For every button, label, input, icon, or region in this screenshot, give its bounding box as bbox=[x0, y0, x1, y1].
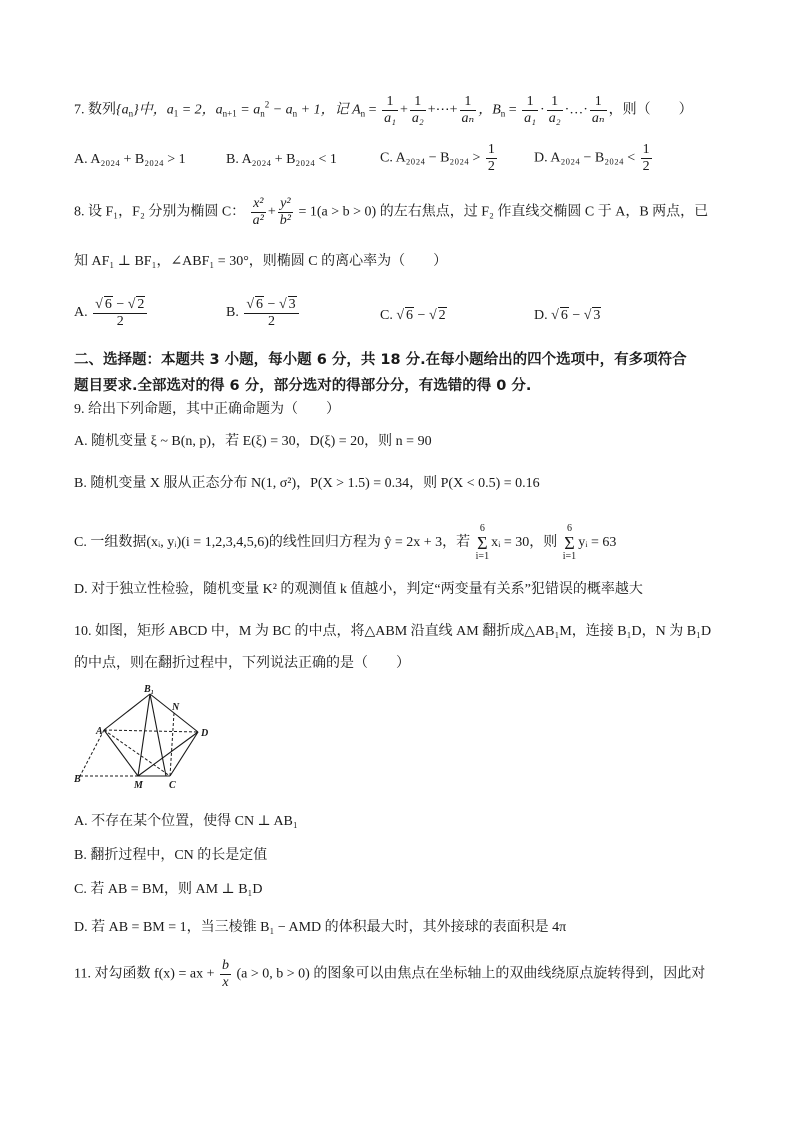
q9-c-text: C. 一组数据(xᵢ, yᵢ)(i = 1,2,3,4,5,6)的线性回归方程为 ŷ = 2x + 3，若 bbox=[74, 535, 471, 551]
frac-b-x bbox=[220, 958, 231, 991]
q7-stem bbox=[74, 94, 724, 127]
frac-den: aₙ bbox=[591, 111, 605, 126]
label-m: M bbox=[134, 780, 143, 791]
label-b: B bbox=[74, 774, 81, 785]
q9-option-b: B. 随机变量 X 服从正态分布 N(1, σ²)，P(X > 1.5) = 0.34，则 P(X < 0.5) = 0.16 bbox=[74, 476, 540, 491]
frac-y2-b2 bbox=[278, 196, 293, 229]
q8-option-d: D. √ 6 − √ 3 bbox=[534, 308, 601, 323]
option-label: D. bbox=[534, 308, 548, 323]
frac-half bbox=[641, 142, 652, 175]
q7-math: = bbox=[505, 102, 521, 118]
sqrt-6: 6 bbox=[406, 308, 414, 323]
frac-den: 2 bbox=[487, 159, 495, 174]
dot-dots: ·…· bbox=[564, 102, 588, 118]
frac-num: 1 bbox=[522, 94, 538, 111]
edge-a-d-dashed bbox=[104, 730, 198, 732]
frac-den: a² bbox=[252, 213, 264, 228]
sigma-sum bbox=[476, 524, 489, 562]
sigma-sum bbox=[563, 524, 576, 562]
sigma-bottom: i=1 bbox=[562, 551, 577, 562]
q7-math: }中，a bbox=[133, 102, 174, 118]
sigma-top: 6 bbox=[566, 523, 572, 534]
geometry-figure bbox=[74, 684, 214, 794]
q7-math: = 2，a bbox=[178, 102, 223, 118]
minus: − bbox=[414, 308, 429, 323]
q7-option-d bbox=[534, 142, 654, 175]
frac-num: 1 bbox=[410, 94, 426, 111]
q7-math: + 1，记 A bbox=[297, 102, 361, 118]
frac-1-a2 bbox=[410, 94, 426, 127]
frac-num: x² bbox=[251, 196, 266, 213]
q8-option-c: C. √ 6 − √ 2 bbox=[380, 308, 446, 323]
q7-sub: 1 bbox=[173, 108, 179, 119]
dot-sign: · bbox=[540, 102, 545, 118]
q7-math: = bbox=[365, 102, 381, 118]
q7-option-a: A. A₂₀₂₄ + B₂₀₂₄ > 1 bbox=[74, 152, 186, 167]
q8-line1 bbox=[74, 196, 724, 229]
frac-den: 2 bbox=[116, 314, 124, 329]
label-b1: B₁ bbox=[144, 684, 155, 695]
frac-num: 1 bbox=[382, 94, 398, 111]
edge-n-c-dashed bbox=[170, 713, 174, 776]
frac-num: 1 bbox=[487, 142, 495, 157]
frac-1-a1 bbox=[382, 94, 398, 127]
option-label: B. bbox=[226, 305, 239, 321]
q7-option-c bbox=[380, 142, 499, 175]
q9-option-c bbox=[74, 524, 724, 562]
q8-line2: 知 AF₁ ⊥ BF₁，∠ABF₁ = 30°，则椭圆 C 的离心率为（ ） bbox=[74, 254, 448, 269]
q9-stem: 9. 给出下列命题，其中正确命题为（ ） bbox=[74, 402, 340, 417]
q8-option-a bbox=[74, 296, 149, 330]
q7-option-d-text: D. A₂₀₂₄ − B₂₀₂₄ < bbox=[534, 150, 636, 166]
edge-d-c bbox=[170, 732, 198, 776]
q7-option-b: B. A₂₀₂₄ + B₂₀₂₄ < 1 bbox=[226, 152, 337, 167]
frac-half bbox=[486, 142, 497, 175]
q10-option-a: A. 不存在某个位置，使得 CN ⊥ AB₁ bbox=[74, 814, 298, 829]
q11-text: (a > 0, b > 0) 的图象可以由焦点在坐标轴上的双曲线绕原点旋转得到，因此对 bbox=[236, 966, 706, 982]
frac-1-a1 bbox=[522, 94, 538, 127]
edge-b1-m bbox=[150, 694, 166, 776]
q7-sub: n bbox=[128, 108, 134, 119]
frac-den: a₂ bbox=[411, 111, 424, 126]
frac-num: 1 bbox=[547, 94, 563, 111]
edge-m-d bbox=[138, 732, 198, 776]
sqrt-2: 2 bbox=[438, 308, 446, 323]
q7-sub: n bbox=[260, 108, 265, 119]
label-a: A bbox=[96, 726, 103, 737]
frac-den: b² bbox=[279, 213, 291, 228]
q7-math: {a bbox=[116, 102, 129, 118]
q10-option-c: C. 若 AB = BM，则 AM ⊥ B₁D bbox=[74, 882, 263, 897]
option-label: A. bbox=[74, 305, 88, 321]
frac-1-a2 bbox=[547, 94, 563, 127]
frac-num: 1 bbox=[590, 94, 607, 111]
sqrt-2: 2 bbox=[137, 297, 145, 312]
label-c: C bbox=[169, 780, 176, 791]
edge-b1-a bbox=[104, 694, 150, 730]
frac-sqrt6-sqrt2: $\frac{√ 6 - √ 2}{2}$ bbox=[93, 296, 147, 330]
sigma-sign: Σ bbox=[477, 533, 488, 553]
frac-1-an bbox=[460, 94, 477, 127]
frac-num: b bbox=[221, 958, 229, 973]
q10-line1: 10. 如图，矩形 ABCD 中，M 为 BC 的中点，将△ABM 沿直线 AM 翻折成△AB₁M，连接 B₁D，N 为 B₁D bbox=[74, 624, 712, 639]
q7-text: 7. 数列 bbox=[74, 102, 116, 118]
q9-option-d: D. 对于独立性检验，随机变量 K² 的观测值 k 值越小，判定“两变量有关系”犯错误的概率越大 bbox=[74, 582, 643, 597]
sqrt-6: 6 bbox=[104, 297, 112, 312]
frac-den: a₁ bbox=[384, 111, 396, 126]
plus-sign: + bbox=[267, 204, 276, 220]
frac-sqrt6-sqrt3: $\frac{√ 6 - √ 3}{2}$ bbox=[244, 296, 298, 330]
frac-num: y² bbox=[278, 196, 293, 213]
q7-tail: ，则（ ） bbox=[608, 102, 693, 118]
label-n: N bbox=[172, 702, 180, 713]
section2-line2: 题目要求.全部选对的得 6 分，部分选对的得部分分，有选错的得 0 分. bbox=[74, 378, 532, 394]
q7-sub: n bbox=[500, 108, 506, 119]
option-label: C. bbox=[380, 308, 393, 323]
minus: − bbox=[568, 308, 584, 323]
q7-sup: 2 bbox=[264, 99, 270, 110]
edge-b1-m-front bbox=[138, 694, 150, 776]
minus: − bbox=[264, 297, 279, 312]
q7-math: = a bbox=[236, 102, 261, 118]
sigma-sign: Σ bbox=[564, 533, 575, 553]
q8-option-b bbox=[226, 296, 301, 330]
frac-x2-a2 bbox=[251, 196, 266, 229]
frac-den: aₙ bbox=[461, 111, 475, 126]
sqrt-6: 6 bbox=[560, 308, 568, 323]
edge-a-m bbox=[104, 730, 138, 776]
frac-den: 2 bbox=[642, 159, 650, 174]
sigma-top: 6 bbox=[479, 523, 485, 534]
q8-text: = 1(a > b > 0) 的左右焦点，过 F₂ 作直线交椭圆 C 于 A，B 两点，已 bbox=[298, 204, 709, 220]
q7-math: ，B bbox=[478, 102, 501, 118]
sqrt-3: 3 bbox=[288, 297, 296, 312]
q9-c-text: xᵢ = 30，则 bbox=[491, 535, 558, 551]
minus: − bbox=[112, 297, 128, 312]
sqrt-3: 3 bbox=[593, 308, 601, 323]
q7-sub: n bbox=[360, 108, 366, 119]
frac-den: a₁ bbox=[524, 111, 537, 126]
frac-den: 2 bbox=[267, 314, 275, 329]
label-d: D bbox=[201, 728, 209, 739]
sigma-bottom: i=1 bbox=[475, 551, 490, 562]
q11-text: 11. 对勾函数 f(x) = ax + bbox=[74, 966, 215, 982]
q10-line2: 的中点，则在翻折过程中，下列说法正确的是（ ） bbox=[74, 656, 410, 671]
q7-option-c-text: C. A₂₀₂₄ − B₂₀₂₄ > bbox=[380, 150, 481, 166]
q10-option-b: B. 翻折过程中，CN 的长是定值 bbox=[74, 848, 268, 863]
frac-num: 1 bbox=[460, 94, 477, 111]
edge-a-c-dashed bbox=[104, 730, 170, 776]
q10-option-d: D. 若 AB = BM = 1，当三棱锥 B₁ − AMD 的体积最大时，其外接球的表面积是 4π bbox=[74, 920, 567, 935]
frac-num: 1 bbox=[642, 142, 650, 157]
frac-den: x bbox=[222, 975, 229, 990]
sqrt-6: 6 bbox=[256, 297, 264, 312]
q9-option-a: A. 随机变量 ξ ~ B(n, p)，若 E(ξ) = 30，D(ξ) = 20，则 n = 90 bbox=[74, 434, 432, 449]
q7-sub: n+1 bbox=[222, 108, 237, 119]
q9-c-text: yᵢ = 63 bbox=[578, 535, 617, 551]
section2-line1: 二、选择题：本题共 3 小题，每小题 6 分，共 18 分.在每小题给出的四个选项中，有多项符合 bbox=[74, 352, 687, 368]
plus-dots: +⋯+ bbox=[427, 102, 458, 118]
q7-sub: n bbox=[292, 108, 298, 119]
frac-den: a₂ bbox=[548, 111, 561, 126]
plus-sign: + bbox=[399, 102, 408, 118]
frac-1-an bbox=[590, 94, 607, 127]
q7-math: − a bbox=[269, 102, 293, 118]
q8-text: 8. 设 F₁，F₂ 分别为椭圆 C： bbox=[74, 204, 246, 220]
q11-line1 bbox=[74, 958, 724, 991]
